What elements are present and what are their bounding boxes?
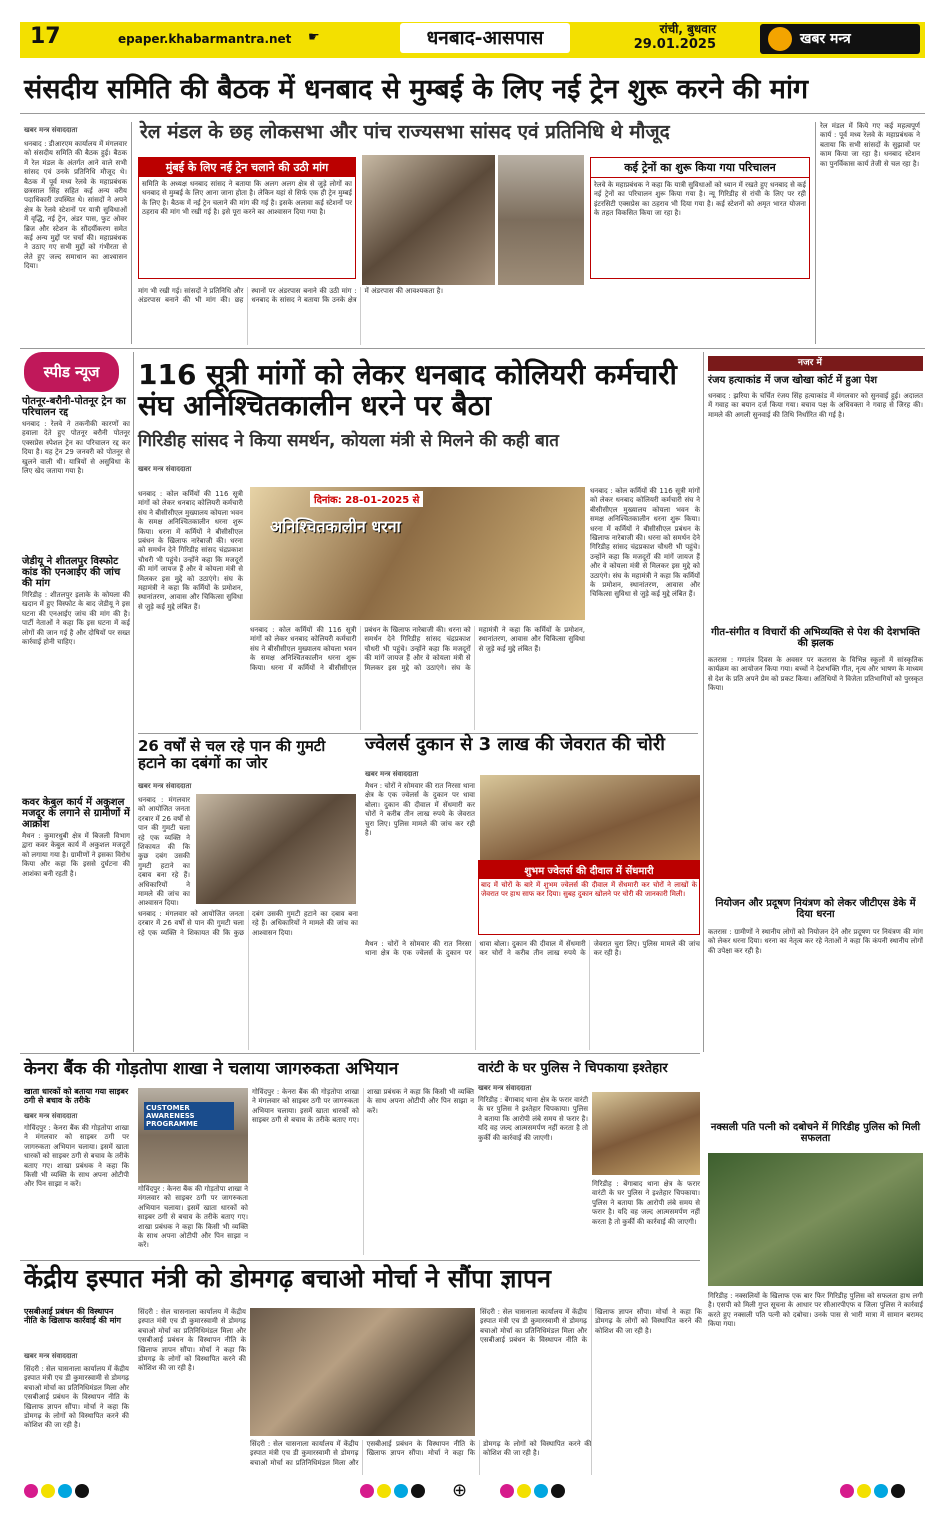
canara-text-2: गोविंदपुर : केनरा बैंक की गोड़तोपा शाखा ने मंगलवार को साइबर ठगी पर जागरुकता अभियान चलाया। इसमें खाता धारकों को साइबर ठगी से बचाव के तरीके बताए गए। शाखा प्रबंधक ने कहा कि किसी भी व्यक्ति के साथ अपना ओटीपी और पिन साझा न करें। [138, 1185, 248, 1250]
canara-text-1: गोविंदपुर : केनरा बैंक की गोड़तोपा शाखा ने मंगलवार को साइबर ठगी पर जागरुकता अभियान चलाया। इसमें खाता धारकों को साइबर ठगी से बचाव के तरीके बताए गए। शाखा प्रबंधक ने कहा कि किसी भी व्यक्ति के साथ अपना ओटीपी और पिन साझा न करें। [24, 1124, 129, 1189]
steel-text-1: सिंदरी : सेल चासनाला कार्यालय में केंद्रीय इस्पात मंत्री एच डी कुमारस्वामी से डोमगढ़ बचाओ मोर्चा का प्रतिनिधिमंडल मिला और एसबीआई प्रबंधन के विस्थापन नीति के खिलाफ ज्ञापन सौंपा। मोर्चा ने कहा कि डोमगढ़ के लोगों को विस्थापित करने की कोशिश की जा रही है। [24, 1365, 129, 1430]
canara-headline: केनरा बैंक की गोड़तोपा शाखा ने चलाया जागरुकता अभियान [24, 1059, 399, 1079]
lead-headline: संसदीय समिति की बैठक में धनबाद से मुम्बई के लिए नई ट्रेन शुरू करने की मांग [24, 74, 809, 105]
strike-text: धनबाद : कोल कर्मियों की 116 सूत्री मांगों को लेकर धनबाद कोलियरी कर्मचारी संघ ने बीसीसीएल मुख्यालय कोयला भवन के समक्ष अनिश्चितकालीन धरना शुरू किया। धरना में कर्मियों ने बीसीसीएल प्रबंधन के खिलाफ नारेबाजी की। धरना को समर्थन देने गिरिडीह सांसद चंद्रप्रकाश चौधरी भी पहुंचे। उन्होंने कहा कि मजदूरों की मांगें जायज हैं और वे कोयला मंत्री से मिलकर इस मुद्दे को उठाएंगे। संघ के महामंत्री ने कहा कि कर्मियों के प्रमोशन, स्थानांतरण, आवास और चिकित्सा सुविधा से जुड़े कई मुद्दे लंबित हैं। [138, 490, 243, 611]
lead-text-col1: धनबाद : डीआरएम कार्यालय में मंगलवार को संसदीय समिति की बैठक हुई। बैठक में रेल मंडल के अंतर्गत आने वाले सभी सांसद एवं उनके प्रतिनिधि मौजूद थे। बैठक में पूर्व मध्य रेलवे के महाप्रबंधक छत्रसाल सिंह सहित कई अन्य वरीय पदाधिकारी उपस्थित थे। सांसदों ने अपने क्षेत्र के रेलवे स्टेशनों पर यात्री सुविधाओं में वृद्धि, नई ट्रेन, अंडर पास, फुट ओवर ब्रिज और स्टेशन के सौंदर्यीकरण समेत कई अन्य मुद्दों पर चर्चा की। महाप्रबंधक ने उठाए गए सभी मुद्दों को गंभीरता से लेते हुए जल्द समाधान का आश्वासन दिया। [24, 140, 127, 271]
jewel-box-title: शुभम ज्वेलर्स की दीवाल में सेंधमारी [479, 861, 699, 879]
speed-news-text-2: गिरिडीह : शीतलपुर इलाके के कोयला की खदान में हुए विस्फोट के बाद जेडीयू ने इस घटना की एनआईए जांच की मांग की है। पार्टी नेताओं ने कहा कि इस घटना में कई लोगों की जान गई है और दोषियों पर सख्त कार्रवाई होनी चाहिए। [22, 591, 130, 647]
lead-box-trains [590, 157, 810, 279]
steel-headline: केंद्रीय इस्पात मंत्री को डोमगढ़ बचाओ मोर्चा ने सौंपा ज्ञापन [24, 1264, 552, 1293]
steel-text-4: सिंदरी : सेल चासनाला कार्यालय में केंद्रीय इस्पात मंत्री एच डी कुमारस्वामी से डोमगढ़ बचाओ मोर्चा का प्रतिनिधिमंडल मिला और एसबीआई प्रबंधन के विस्थापन नीति के खिलाफ ज्ञापन सौंपा। मोर्चा ने कहा कि डोमगढ़ के लोगों को विस्थापित करने की कोशिश की जा रही है। [480, 1308, 702, 1345]
lead-box-trains-title: कई ट्रेनों का शुरू किया गया परिचालन [591, 158, 809, 178]
divider [20, 113, 925, 114]
canara-photo [138, 1088, 248, 1183]
lead-photo-2 [498, 155, 584, 285]
contract-text: कतरास : ग्रामीणों ने स्थानीय लोगों को नियोजन देने और प्रदूषण पर नियंत्रण की मांग को लेकर धरना दिया। धरना का नेतृत्व कर रहे नेताओं ने कहा कि कंपनी स्थानीय लोगों की उपेक्षा कर रही है। [708, 928, 923, 955]
strike-subhead: गिरिडीह सांसद ने किया समर्थन, कोयला मंत्री से मिलने की कही बात [138, 431, 559, 451]
divider [703, 352, 704, 1052]
yellow-mark [857, 1484, 871, 1498]
crosshair-icon: ⊕ [452, 1480, 468, 1501]
jewel-byline: खबर मन्त्र संवाददाता [365, 770, 419, 778]
lead-text-right: रेल मंडल में किये गए कई महत्वपूर्ण कार्य : पूर्व मध्य रेलवे के महाप्रबंधक ने बताया कि सभी सांसदों के सुझावों पर काम किया जा रहा है। धनबाद स्टेशन का पुनर्विकास कार्य तेजी से चल रहा है। [820, 122, 920, 168]
divider [131, 122, 132, 344]
speed-news-title-3: कवर केबुल कार्य में अकुशल मजदूर के लगाने से ग्रामीणों में आक्रोश [22, 797, 130, 830]
canara-sidebar: खाता धारकों को बताया गया साइबर ठगी से बचाव के तरीके [24, 1087, 129, 1105]
speed-news-title-2: जेडीयू ने शीतलपुर विस्फोट कांड की एनआईए की जांच की मांग [22, 556, 121, 589]
section-title: धनबाद-आसपास [400, 23, 570, 53]
paan-byline: खबर मन्त्र संवाददाता [138, 782, 192, 790]
steel-text-3: सिंदरी : सेल चासनाला कार्यालय में केंद्रीय इस्पात मंत्री एच डी कुमारस्वामी से डोमगढ़ बचाओ मोर्चा का प्रतिनिधिमंडल मिला और एसबीआई प्रबंधन के विस्थापन नीति के खिलाफ ज्ञापन सौंपा। मोर्चा ने कहा कि डोमगढ़ के लोगों को विस्थापित करने की कोशिश की जा रही है। [250, 1440, 592, 1467]
divider [20, 1053, 700, 1054]
steel-photo [250, 1308, 475, 1436]
divider [20, 348, 925, 349]
yellow-mark [517, 1484, 531, 1498]
naxal-photo [708, 1153, 923, 1286]
speed-news-text-3: मैथन : कुमारधुबी क्षेत्र में बिजली विभाग द्वारा कवर केबुल कार्य में अकुशल मजदूरों को लगाया गया है। ग्रामीणों ने इसका विरोध किया और कहा कि इससे दुर्घटना की आशंका बनी रहती है। [22, 832, 130, 878]
cyan-mark [874, 1484, 888, 1498]
jewel-box-text: बाद में चोरों के बारे में शुभम ज्वेलर्स की दीवाल में सेंधमारी कर चोरों ने लाखों के जेवरात पर हाथ साफ कर दिया। सुबह दुकान खोलने पर चोरी की जानकारी मिली। [481, 881, 697, 899]
strike-headline: 116 सूत्री मांगों को लेकर धनबाद कोलियरी कर्मचारी संघ अनिश्चितकालीन धरने पर बैठा [138, 358, 677, 422]
page-number: 17 [30, 24, 61, 49]
yellow-mark [377, 1484, 391, 1498]
contract-headline: नियोजन और प्रदूषण नियंत्रण को लेकर जीटीएस डेके में दिया धरना [715, 898, 916, 920]
jewel-headline: ज्वेलर्स दुकान से 3 लाख की जेवरात की चोरी [365, 734, 665, 755]
culture-headline: गीत-संगीत व विचारों की अभिव्यक्ति से पेश की देशभक्ति की झलक [711, 627, 920, 649]
strike-photo [250, 487, 585, 620]
magenta-mark [500, 1484, 514, 1498]
lead-byline: खबर मन्त्र संवाददाता [24, 126, 78, 134]
warrant-photo [592, 1092, 700, 1175]
jewel-box [478, 860, 700, 935]
dateline: रांची, बुधवार 29.01.2025 [633, 22, 716, 52]
black-mark [551, 1484, 565, 1498]
nazar-headline: रंजय हत्याकांड में जज खोखा कोर्ट में हुआ पेश [708, 375, 878, 386]
warrant-text-1: गिरिडीह : बेंगाबाद थाना क्षेत्र के फरार वारंटी के घर पुलिस ने इश्तेहार चिपकाया। पुलिस ने बताया कि आरोपी लंबे समय से फरार है। यदि वह जल्द आत्मसमर्पण नहीं करता है तो कुर्की की कार्रवाई की जाएगी। [478, 1096, 589, 1142]
paan-photo [196, 794, 356, 904]
registration-marks-left [24, 1483, 92, 1497]
warrant-headline: वारंटी के घर पुलिस ने चिपकाया इश्तेहार [478, 1061, 668, 1076]
naxal-text: गिरिडीह : नक्सलियों के खिलाफ एक बार फिर गिरिडीह पुलिस को सफलता हाथ लगी है। एसपी को मिली गुप्त सूचना के आधार पर सीआरपीएफ व जिला पुलिस ने कार्रवाई करते हुए नक्सली पति पत्नी को दबोचा। उनके पास से भारी मात्रा में सामान बरामद किया गया। [708, 1292, 923, 1329]
strike-banner-text: अनिश्चितकालीन धरना [270, 517, 401, 536]
speed-news-text-1: धनबाद : रेलवे ने तकनीकी कारणों का हवाला देते हुए पोतनूर बरौनी पोतनूर एक्सप्रेस स्पेशल ट्रेन का परिचालन रद्द कर दिया है। यह ट्रेन 29 जनवरी को पोतनूर से खुलने वाली थी। यात्रियों से असुविधा के लिए खेद जताया गया है। [22, 420, 130, 476]
speed-news-title-1: पोतनूर-बरौनी-पोतनूर ट्रेन का परिचालन रद्द [22, 396, 126, 418]
pointer-icon: ☛ [308, 30, 320, 45]
yellow-mark [41, 1484, 55, 1498]
cyan-mark [58, 1484, 72, 1498]
canara-text-3: गोविंदपुर : केनरा बैंक की गोड़तोपा शाखा ने मंगलवार को साइबर ठगी पर जागरुकता अभियान चलाया। इसमें खाता धारकों को साइबर ठगी से बचाव के तरीके बताए गए। शाखा प्रबंधक ने कहा कि किसी भी व्यक्ति के साथ अपना ओटीपी और पिन साझा न करें। [252, 1088, 474, 1125]
divider [815, 122, 816, 344]
lead-text-bottom: मांग भी रखी गई। सांसदों ने प्रतिनिधि और अंडरपास बनाने की भी मांग की। छह स्थानों पर अंडरपास बनाने की उठी मांग : धनबाद के सांसद ने बताया कि उनके क्षेत्र में अंडरपास की आवश्यकता है। [138, 287, 444, 305]
brand-logo-icon [768, 27, 792, 51]
strike-text-right: धनबाद : कोल कर्मियों की 116 सूत्री मांगों को लेकर धनबाद कोलियरी कर्मचारी संघ ने बीसीसीएल मुख्यालय कोयला भवन के समक्ष अनिश्चितकालीन धरना शुरू किया। धरना में कर्मियों ने बीसीसीएल प्रबंधन के खिलाफ नारेबाजी की। धरना को समर्थन देने गिरिडीह सांसद चंद्रप्रकाश चौधरी भी पहुंचे। उन्होंने कहा कि मजदूरों की मांगें जायज हैं और वे कोयला मंत्री से मिलकर इस मुद्दे को उठाएंगे। संघ के महामंत्री ने कहा कि कर्मियों के प्रमोशन, स्थानांतरण, आवास और चिकित्सा सुविधा से जुड़े कई मुद्दे लंबित हैं। [590, 487, 700, 599]
speed-news-column [22, 396, 130, 1051]
warrant-byline: खबर मन्त्र संवाददाता [478, 1084, 532, 1092]
nazar-label: नजर में [708, 356, 923, 371]
lead-subhead: रेल मंडल के छह लोकसभा और पांच राज्यसभा सांसद एवं प्रतिनिधि थे मौजूद [140, 121, 670, 143]
culture-text: कतरास : गणतंत्र दिवस के अवसर पर कतरास के विभिन्न स्कूलों में सांस्कृतिक कार्यक्रम का आयोजन किया गया। बच्चों ने देशभक्ति गीत, नृत्य और भाषण के माध्यम से देश के प्रति अपने प्रेम को प्रकट किया। अतिथियों ने विजेता प्रतिभागियों को पुरस्कृत किया। [708, 656, 923, 693]
lead-box-mumbai-title: मुंबई के लिए नई ट्रेन चलाने की उठी मांग [139, 158, 355, 177]
magenta-mark [360, 1484, 374, 1498]
divider [133, 352, 134, 1052]
black-mark [891, 1484, 905, 1498]
naxal-headline: नक्सली पति पत्नी को दबोचने में गिरिडीह पुलिस को मिली सफलता [710, 1122, 921, 1144]
magenta-mark [24, 1484, 38, 1498]
cyan-mark [534, 1484, 548, 1498]
paan-headline: 26 वर्षों से चल रहे पान की गुमटी हटाने का दबंगों का जोर [138, 737, 326, 772]
registration-marks-center [360, 1483, 428, 1497]
magenta-mark [840, 1484, 854, 1498]
strike-banner-date: दिनांक: 28-01-2025 से [310, 491, 423, 507]
strike-byline: खबर मन्त्र संवाददाता [138, 465, 192, 473]
jewel-text-1: मैथन : चोरों ने सोमवार की रात निरसा थाना क्षेत्र के एक ज्वेलर्स के दुकान पर धावा बोला। दुकान की दीवाल में सेंधमारी कर चोरों ने करीब तीन लाख रुपये के जेवरात चुरा लिए। पुलिस मामले की जांच कर रही है। [365, 782, 475, 838]
black-mark [75, 1484, 89, 1498]
warrant-text-2: गिरिडीह : बेंगाबाद थाना क्षेत्र के फरार वारंटी के घर पुलिस ने इश्तेहार चिपकाया। पुलिस ने बताया कि आरोपी लंबे समय से फरार है। यदि वह जल्द आत्मसमर्पण नहीं करता है तो कुर्की की कार्रवाई की जाएगी। [592, 1180, 700, 1226]
canara-byline: खबर मन्त्र संवाददाता [24, 1112, 78, 1120]
paan-text-1: धनबाद : मंगलवार को आयोजित जनता दरबार में 26 वर्षों से पान की गुमटी चला रहे एक व्यक्ति ने शिकायत की कि कुछ दबंग उसकी गुमटी हटाने का दबाव बना रहे हैं। अधिकारियों ने मामले की जांच का आश्वासन दिया। [138, 796, 190, 908]
nazar-text: धनबाद : झरिया के चर्चित रंजय सिंह हत्याकांड में मंगलवार को सुनवाई हुई। अदालत में गवाह का बयान दर्ज किया गया। बचाव पक्ष के अधिवक्ता ने गवाह से जिरह की। मामले की अगली सुनवाई की तिथि निर्धारित की गई है। [708, 392, 923, 419]
strike-text-bottom: धनबाद : कोल कर्मियों की 116 सूत्री मांगों को लेकर धनबाद कोलियरी कर्मचारी संघ ने बीसीसीएल मुख्यालय कोयला भवन के समक्ष अनिश्चितकालीन धरना शुरू किया। धरना में कर्मियों ने बीसीसीएल प्रबंधन के खिलाफ नारेबाजी की। धरना को समर्थन देने गिरिडीह सांसद चंद्रप्रकाश चौधरी भी पहुंचे। उन्होंने कहा कि मजदूरों की मांगें जायज हैं और वे कोयला मंत्री से मिलकर इस मुद्दे को उठाएंगे। संघ के महामंत्री ने कहा कि कर्मियों के प्रमोशन, स्थानांतरण, आवास और चिकित्सा सुविधा से जुड़े कई मुद्दे लंबित हैं। [250, 626, 585, 672]
lead-photo-1 [362, 155, 495, 285]
lead-box-mumbai [138, 157, 356, 279]
jewel-text-bottom: मैथन : चोरों ने सोमवार की रात निरसा थाना क्षेत्र के एक ज्वेलर्स के दुकान पर धावा बोला। दुकान की दीवाल में सेंधमारी कर चोरों ने करीब तीन लाख रुपये के जेवरात चुरा लिए। पुलिस मामले की जांच कर रही है। [365, 940, 700, 958]
steel-sidebar: एसबीआई प्रबंधन की विस्थापन नीति के खिलाफ कार्रवाई की मांग [24, 1307, 122, 1325]
registration-marks-center-right [500, 1483, 568, 1497]
steel-byline: खबर मन्त्र संवाददाता [24, 1352, 78, 1360]
brand-logo: खबर मन्त्र [760, 24, 920, 54]
cyan-mark [394, 1484, 408, 1498]
steel-text-2: सिंदरी : सेल चासनाला कार्यालय में केंद्रीय इस्पात मंत्री एच डी कुमारस्वामी से डोमगढ़ बचाओ मोर्चा का प्रतिनिधिमंडल मिला और एसबीआई प्रबंधन के विस्थापन नीति के खिलाफ ज्ञापन सौंपा। मोर्चा ने कहा कि डोमगढ़ के लोगों को विस्थापित करने की कोशिश की जा रही है। [138, 1308, 246, 1373]
canara-photo-banner: CUSTOMER AWARENESS PROGRAMME [144, 1102, 234, 1130]
speed-news-badge: स्पीड न्यूज [24, 352, 119, 392]
divider [20, 1260, 700, 1261]
site-url[interactable]: epaper.khabarmantra.net [118, 32, 292, 46]
registration-marks-right [840, 1483, 908, 1497]
paan-text-bottom: धनबाद : मंगलवार को आयोजित जनता दरबार में 26 वर्षों से पान की गुमटी चला रहे एक व्यक्ति ने शिकायत की कि कुछ दबंग उसकी गुमटी हटाने का दबाव बना रहे हैं। अधिकारियों ने मामले की जांच का आश्वासन दिया। [138, 910, 358, 937]
lead-box-mumbai-text: समिति के अध्यक्ष धनबाद सांसद ने बताया कि अलग अलग क्षेत्र से जुड़े लोगों का धनबाद से मुम्बई के लिए आना जाना होता है। लेकिन यहां से सिर्फ एक ही ट्रेन मुम्बई के लिए है। बैठक में नई ट्रेन चलाने की मांग की गई है। इसके अलावा कई स्टेशनों पर ठहराव की मांग भी रखी गई है। इसे पूरा करने का आश्वासन दिया गया है। [142, 180, 352, 217]
lead-box-trains-text: रेलवे के महाप्रबंधक ने कहा कि यात्री सुविधाओं को ध्यान में रखते हुए धनबाद से कई नई ट्रेनों का परिचालन शुरू किया गया है। न्यू गिरिडीह से रांची के लिए पर रही इंटरसिटी एक्सप्रेस का ठहराव भी दिया गया है। कई स्टेशनों को अमृत भारत योजना के तहत विकसित किया जा रहा है। [594, 181, 806, 218]
black-mark [411, 1484, 425, 1498]
